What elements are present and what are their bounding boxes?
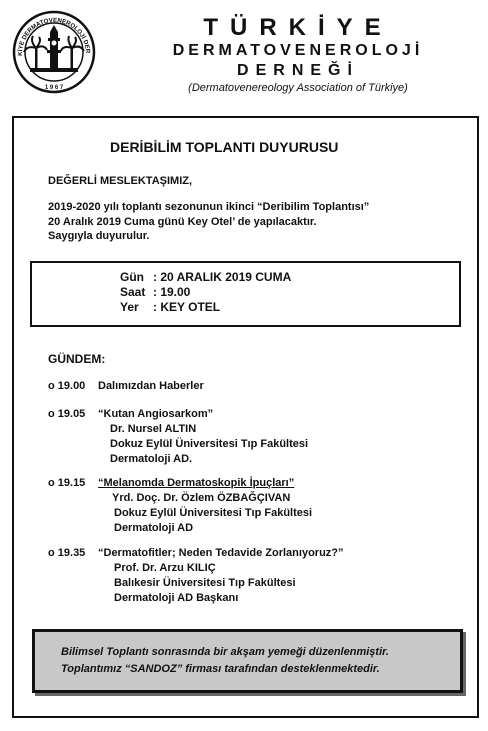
agenda-speaker: Dr. Nursel ALTIN <box>110 423 197 435</box>
info-row-day <box>120 270 291 284</box>
agenda-speaker: Prof. Dr. Arzu KILIÇ <box>114 562 216 574</box>
info-row-time <box>120 285 190 299</box>
footer-note-box <box>32 629 463 693</box>
body-line: Saygıyla duyurulur. <box>48 230 150 242</box>
agenda-heading: GÜNDEM: <box>48 352 106 366</box>
svg-text:TÜRKİYE DERMATOVENEROLOJİ DERN: KİYE DERMATOVENEROLOJİ DER <box>16 16 92 56</box>
announcement-frame <box>12 116 479 718</box>
agenda-department: Dermatoloji AD Başkanı <box>114 592 239 604</box>
agenda-topic: “Melanomda Dermatoskopik İpuçları” <box>98 477 295 489</box>
footer-line: Toplantımız “SANDOZ” firması tarafından desteklenmektedir. <box>61 663 380 675</box>
header-subtitle-english: (Dermatovenereology Association of Türkiye) <box>188 82 408 94</box>
body-line: 20 Aralık 2019 Cuma günü Key Otel’ de yapılacaktır. <box>48 216 317 228</box>
info-value: : 20 ARALIK 2019 CUMA <box>153 270 292 284</box>
body-line: 2019-2020 yılı toplantı sezonunun ikinci “Deribilim Toplantısı” <box>48 201 370 213</box>
meeting-info-box <box>30 261 461 327</box>
agenda-department: Dermatoloji AD <box>114 522 194 534</box>
header-title-turkiye: TÜRKİYE <box>203 14 393 41</box>
agenda-affiliation: Balıkesir Üniversitesi Tıp Fakültesi <box>114 577 296 589</box>
agenda-affiliation: Dokuz Eylül Üniversitesi Tıp Fakültesi <box>110 438 309 450</box>
info-label: Gün <box>120 270 144 284</box>
agenda-department: Dermatoloji AD. <box>110 453 193 465</box>
header-title-society: DERNEĞİ <box>237 62 359 79</box>
greeting: DEĞERLİ MESLEKTAŞIMIZ, <box>48 175 193 187</box>
agenda-speaker: Yrd. Doç. Dr. Özlem ÖZBAĞÇIVAN <box>112 492 291 504</box>
info-label: Yer <box>120 300 139 314</box>
announcement-title: DERİBİLİM TOPLANTI DUYURUSU <box>110 139 339 155</box>
info-value: : 19.00 <box>153 285 191 299</box>
agenda-time: o 19.00 <box>48 380 86 392</box>
agenda-topic: “Dermatofitler; Neden Tedavide Zorlanıyoruz?” <box>98 547 344 559</box>
agenda-time: o 19.15 <box>48 477 86 489</box>
header-title-dermatovenerology: DERMATOVENEROLOJİ <box>172 42 424 59</box>
info-value: : KEY OTEL <box>153 300 221 314</box>
association-seal-logo <box>12 10 96 94</box>
info-row-place <box>120 300 220 314</box>
info-label: Saat <box>120 285 146 299</box>
agenda-topic: “Kutan Angiosarkom” <box>98 408 214 420</box>
agenda-topic: Dalımızdan Haberler <box>98 380 204 392</box>
footer-line: Bilimsel Toplantı sonrasında bir akşam yemeği düzenlenmiştir. <box>61 646 389 658</box>
svg-text:1 9 6 7: 1 9 6 7 <box>44 85 64 91</box>
agenda-time: o 19.05 <box>48 408 86 420</box>
agenda-time: o 19.35 <box>48 547 86 559</box>
agenda-affiliation: Dokuz Eylül Üniversitesi Tıp Fakültesi <box>114 507 313 519</box>
